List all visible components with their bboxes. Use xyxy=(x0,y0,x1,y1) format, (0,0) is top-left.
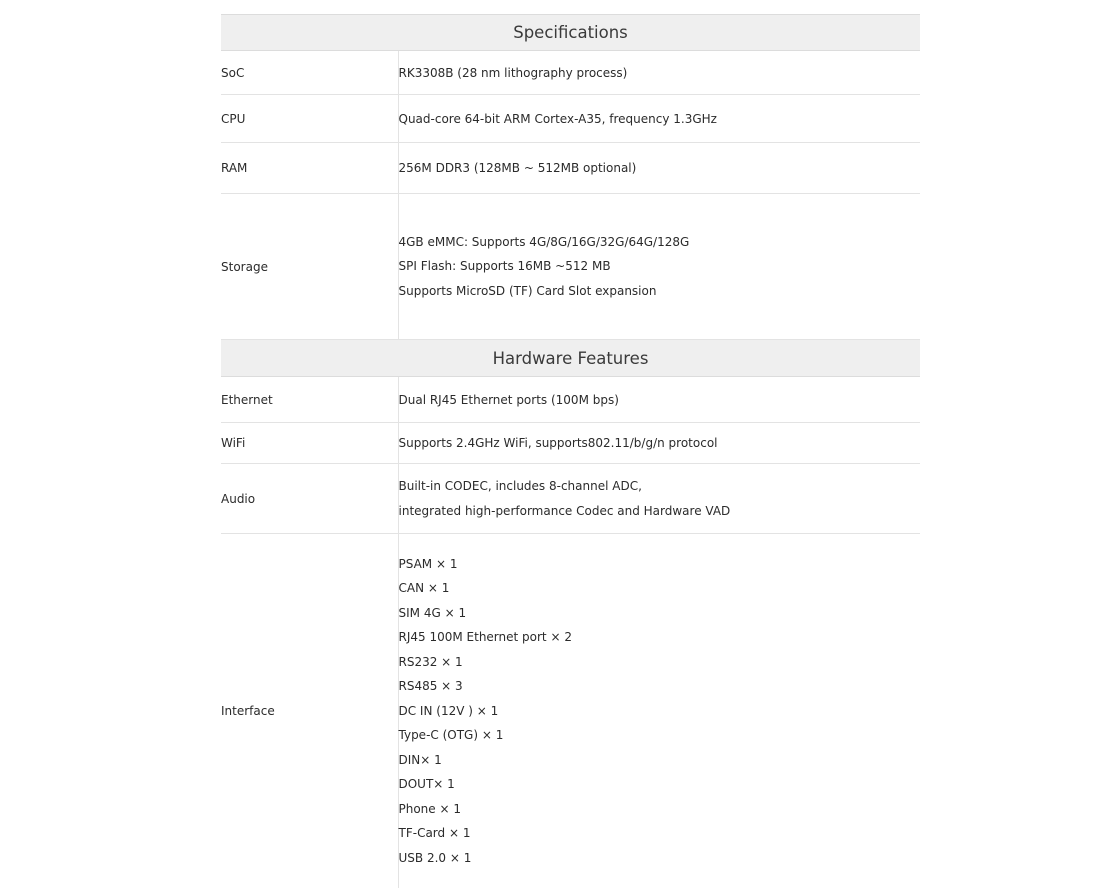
spec-value-line: PSAM × 1 xyxy=(398,556,458,571)
spec-label: Interface xyxy=(221,703,275,718)
spec-value-line: Supports 2.4GHz WiFi, supports802.11/b/g/n protocol xyxy=(398,436,718,450)
spec-value-line: TF-Card × 1 xyxy=(398,826,471,840)
spec-row-ram xyxy=(221,143,920,194)
spec-value-line: Quad-core 64-bit ARM Cortex-A35, frequency 1.3GHz xyxy=(398,111,717,126)
spec-value xyxy=(398,143,920,194)
spec-label: CPU xyxy=(221,95,398,143)
spec-row-audio xyxy=(221,464,920,534)
section-header-hardware-features xyxy=(221,340,920,377)
spec-value xyxy=(398,534,920,888)
spec-value xyxy=(398,464,920,534)
spec-value-line: Supports MicroSD (TF) Card Slot expansion xyxy=(398,283,657,298)
spec-row-wifi xyxy=(221,423,920,464)
section-header-specifications xyxy=(221,15,920,51)
section-title: Specifications xyxy=(221,15,920,51)
spec-value xyxy=(398,377,920,423)
spec-value-line: DC IN (12V ) × 1 xyxy=(398,703,499,718)
spec-label: SoC xyxy=(221,51,398,95)
spec-row-storage xyxy=(221,194,920,340)
section-title: Hardware Features xyxy=(221,340,920,377)
spec-row-ethernet xyxy=(221,377,920,423)
spec-value-line: CAN × 1 xyxy=(398,581,450,595)
spec-value-line: integrated high-performance Codec and Hardware VAD xyxy=(398,503,731,518)
spec-row-cpu xyxy=(221,95,920,143)
spec-value-line: Dual RJ45 Ethernet ports (100M bps) xyxy=(398,392,619,407)
spec-value-line: Type-C (OTG) × 1 xyxy=(398,728,504,742)
spec-value xyxy=(398,194,920,340)
spec-value-line: RJ45 100M Ethernet port × 2 xyxy=(398,630,572,644)
spec-value-line: 4GB eMMC: Supports 4G/8G/16G/32G/64G/128G xyxy=(398,234,690,249)
spec-value-line: USB 2.0 × 1 xyxy=(398,850,472,865)
spec-value xyxy=(398,423,920,464)
spec-value-line: RS485 × 3 xyxy=(398,679,463,693)
spec-label: Ethernet xyxy=(221,377,398,423)
spec-label: Audio xyxy=(221,464,398,534)
spec-value-line: Phone × 1 xyxy=(398,801,461,816)
spec-value-line: SPI Flash: Supports 16MB ~512 MB xyxy=(398,259,611,274)
spec-value xyxy=(398,95,920,143)
spec-label: RAM xyxy=(221,143,398,194)
spec-table xyxy=(221,14,920,888)
spec-value-line: DOUT× 1 xyxy=(398,777,455,791)
spec-value-line: Built-in CODEC, includes 8-channel ADC, xyxy=(398,478,642,493)
spec-value-line: RS232 × 1 xyxy=(398,654,463,669)
spec-value-line: RK3308B (28 nm lithography process) xyxy=(398,65,628,80)
spec-label: Storage xyxy=(221,194,398,340)
spec-value-line: 256M DDR3 (128MB ~ 512MB optional) xyxy=(398,161,637,175)
spec-value-line: SIM 4G × 1 xyxy=(398,605,467,620)
spec-value-line: DIN× 1 xyxy=(398,752,442,767)
spec-row-interface xyxy=(221,534,920,888)
spec-value xyxy=(398,51,920,95)
spec-label: WiFi xyxy=(221,423,398,464)
spec-row-soc xyxy=(221,51,920,95)
